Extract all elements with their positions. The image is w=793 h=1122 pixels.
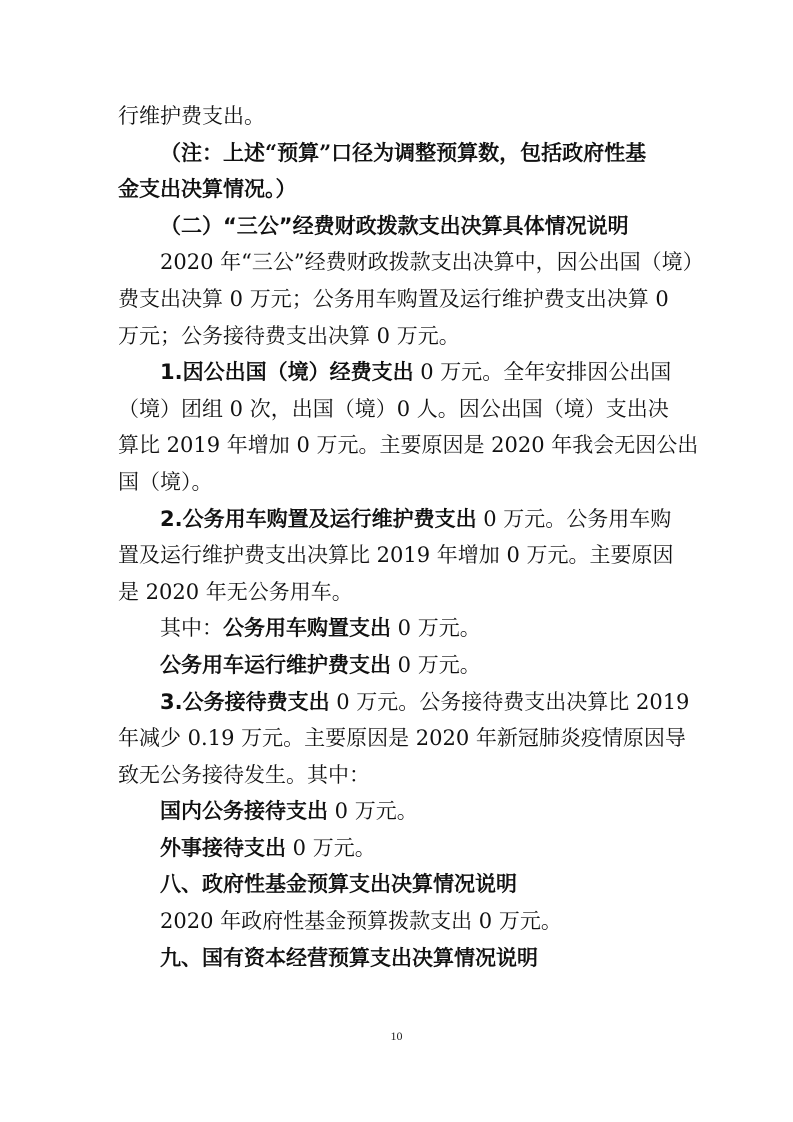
subheading-run: 3.公务接待费支出: [160, 689, 330, 714]
text-line: [118, 830, 678, 867]
subheading-run: 公务用车购置支出: [223, 616, 391, 641]
subheading-run: 外事接待支出: [160, 835, 286, 860]
text-line: [118, 281, 678, 318]
subheading-run: 国内公务接待支出: [160, 799, 328, 824]
section-heading: [118, 940, 678, 977]
text-run: 其中：: [160, 616, 223, 641]
text-run: 0 万元。: [286, 835, 376, 860]
text-line: [118, 354, 678, 391]
text-run: 八、政府性基金预算支出决算情况说明: [160, 872, 517, 897]
subheading-run: 公务用车运行维护费支出: [160, 652, 391, 677]
text-run: 万元；公务接待费支出决算 0 万元。: [118, 323, 460, 348]
text-run: 0 万元。: [391, 616, 481, 641]
note-line: [118, 135, 678, 172]
text-line: [118, 574, 678, 611]
text-run: 金支出决算情况。）: [118, 176, 297, 202]
subheading-run: 1.因公出国（境）经费支出: [160, 360, 414, 385]
text-run: （境）团组 0 次，出国（境）0 人。因公出国（境）支出决: [118, 396, 669, 421]
text-line: [118, 98, 678, 135]
text-line: [118, 318, 678, 355]
text-run: 置及运行维护费支出决算比 2019 年增加 0 万元。主要原因: [118, 543, 674, 568]
text-line: [118, 720, 686, 757]
text-run: 行维护费支出。: [118, 104, 265, 128]
document-body: [118, 98, 704, 976]
text-line: [118, 537, 678, 574]
text-line: [118, 684, 690, 721]
text-line: [118, 793, 678, 830]
text-line: [118, 647, 678, 684]
text-run: 费支出决算 0 万元；公务用车购置及运行维护费支出决算 0: [118, 286, 669, 311]
text-run: 2020 年政府性基金预算拨款支出 0 万元。: [160, 909, 562, 934]
text-run: （二）“三公”经费财政拨款支出决算具体情况说明: [160, 213, 629, 238]
text-line: [118, 501, 678, 538]
text-run: （注：上述“预算”口径为调整预算数，包括政府性基: [160, 139, 647, 165]
text-run: 2020 年“三公”经费财政拨款支出决算中，因公出国（境）: [160, 250, 704, 275]
text-line: [118, 464, 678, 501]
text-run: 九、国有资本经营预算支出决算情况说明: [160, 945, 538, 970]
text-run: 0 万元。公务用车购: [476, 506, 672, 531]
text-run: 0 万元。全年安排因公出国: [413, 360, 672, 385]
text-run: 0 万元。: [391, 652, 481, 677]
text-line: [118, 244, 704, 281]
page-number: 10: [390, 1029, 403, 1043]
text-run: 算比 2019 年增加 0 万元。主要原因是 2020 年我会无因公出: [118, 433, 699, 458]
text-line: [118, 610, 678, 647]
section-heading: [118, 866, 678, 903]
text-run: 是 2020 年无公务用车。: [118, 579, 353, 604]
text-run: 0 万元。: [328, 799, 418, 824]
text-run: 年减少 0.19 万元。主要原因是 2020 年新冠肺炎疫情原因导: [118, 726, 686, 751]
note-line: [118, 171, 678, 208]
text-run: 0 万元。公务接待费支出决算比 2019: [329, 689, 690, 714]
text-line: [118, 427, 699, 464]
text-run: 国（境）。: [118, 469, 213, 494]
section-heading: [118, 208, 678, 245]
text-line: [118, 391, 678, 428]
text-line: [118, 757, 678, 794]
subheading-run: 2.公务用车购置及运行维护费支出: [160, 506, 477, 531]
text-run: 致无公务接待发生。其中：: [118, 762, 370, 787]
text-line: [118, 903, 678, 940]
